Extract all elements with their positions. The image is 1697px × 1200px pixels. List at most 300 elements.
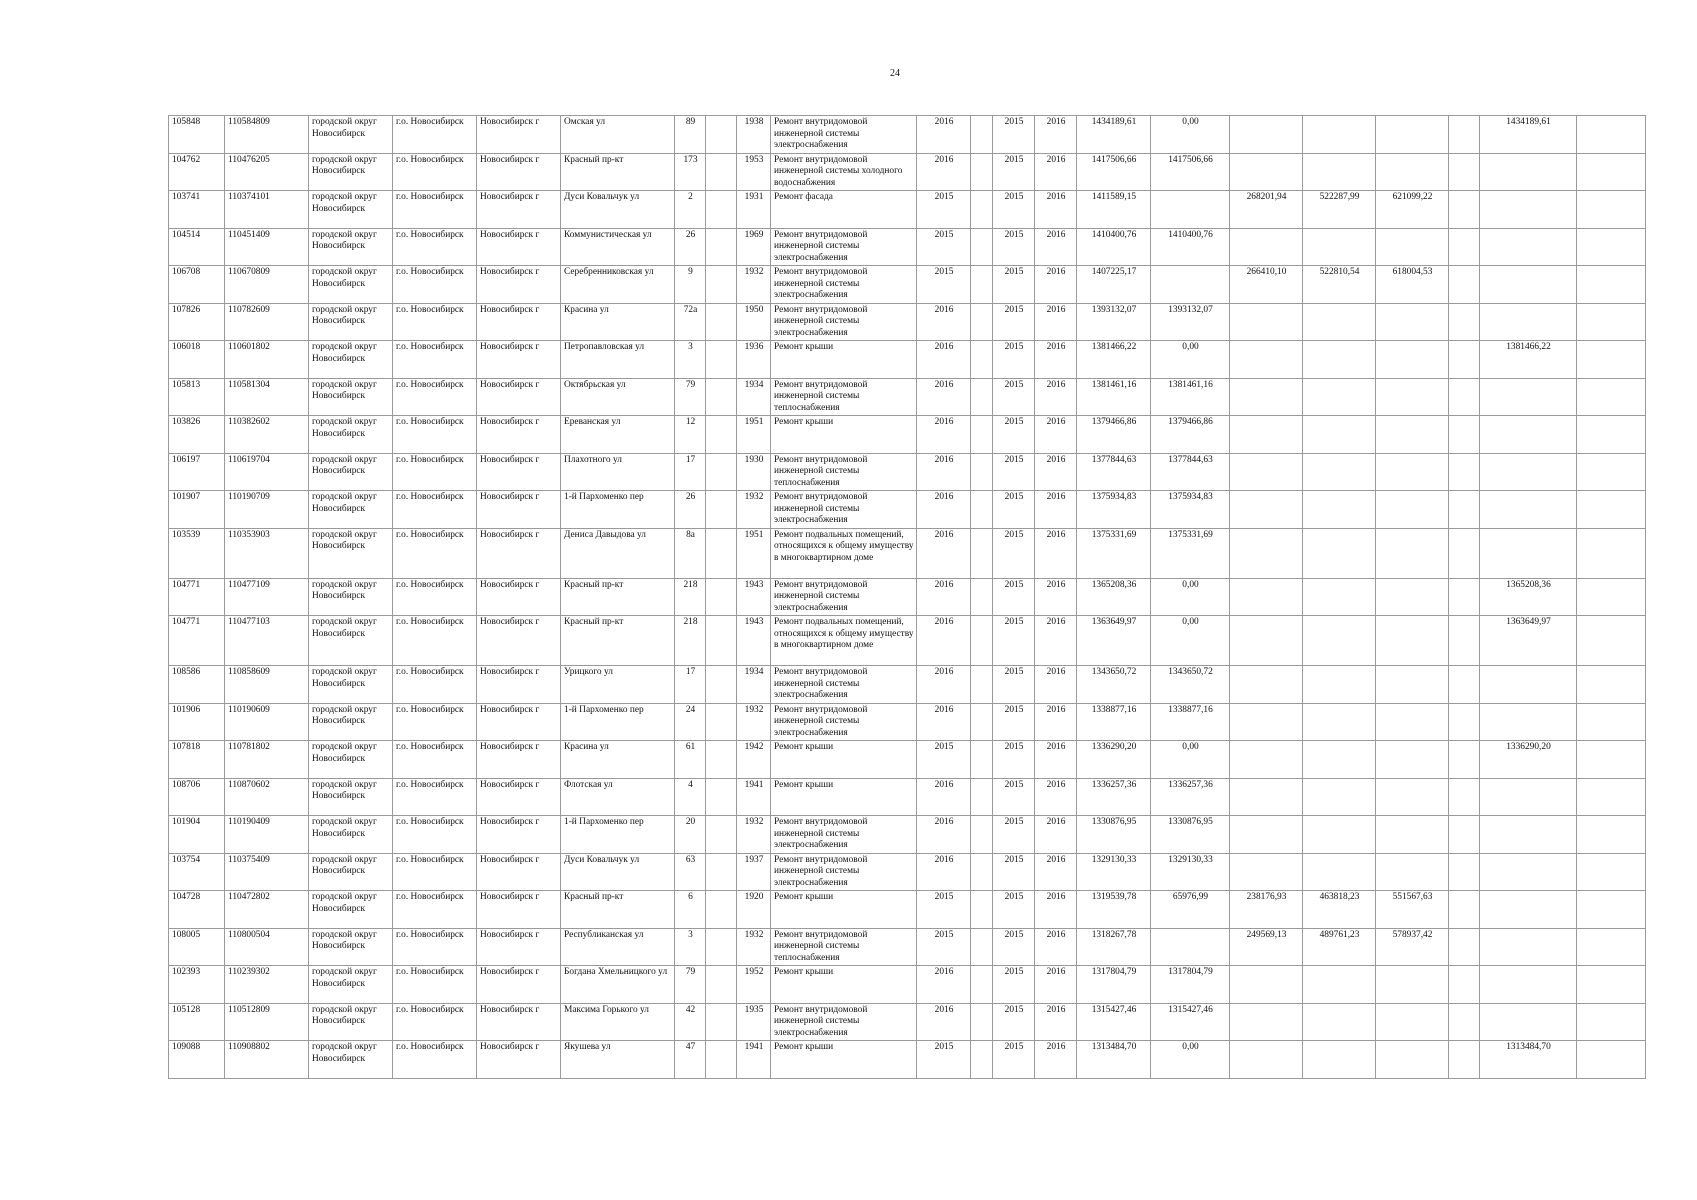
cell-house-number: 42	[675, 1003, 706, 1041]
cell-record-id: 110451409	[225, 228, 309, 266]
cell-district: г.о. Новосибирск	[393, 1003, 477, 1041]
cell-build-year: 1934	[737, 378, 771, 416]
cell-total-cost: 1343650,72	[1077, 666, 1151, 704]
cell-plan-year: 2016	[917, 616, 971, 666]
cell-amount-2	[1230, 666, 1303, 704]
cell-record-id: 110190609	[225, 703, 309, 741]
cell-city: Новосибирск г	[477, 378, 561, 416]
cell-house-id: 103741	[169, 191, 225, 229]
cell-record-id: 110382602	[225, 416, 309, 454]
cell-amount-3	[1303, 578, 1376, 616]
cell-plan-year: 2016	[917, 341, 971, 379]
cell-municipality: городской округ Новосибирск	[309, 378, 393, 416]
cell-end-year: 2016	[1035, 816, 1077, 854]
cell-street: Богдана Хмельницкого ул	[561, 966, 675, 1004]
cell-start-year: 2015	[993, 1003, 1035, 1041]
cell-amount-4	[1376, 778, 1449, 816]
cell-amount-2	[1230, 741, 1303, 779]
cell-city: Новосибирск г	[477, 928, 561, 966]
cell-city: Новосибирск г	[477, 703, 561, 741]
cell-total-cost: 1313484,70	[1077, 1041, 1151, 1079]
cell-other-amount: 1363649,97	[1480, 616, 1577, 666]
cell-district: г.о. Новосибирск	[393, 228, 477, 266]
cell-amount-2	[1230, 1041, 1303, 1079]
cell-blank	[971, 228, 993, 266]
cell-district: г.о. Новосибирск	[393, 528, 477, 578]
cell-other-amount	[1480, 891, 1577, 929]
table-row	[169, 928, 1646, 966]
cell-start-year: 2015	[993, 453, 1035, 491]
cell-house-id: 105128	[169, 1003, 225, 1041]
cell-build-year: 1932	[737, 491, 771, 529]
cell-house-number: 3	[675, 341, 706, 379]
cell-end-year: 2016	[1035, 928, 1077, 966]
cell-amount-3	[1303, 453, 1376, 491]
cell-work-type: Ремонт внутридомовой инженерной системы электроснабжения	[771, 666, 917, 704]
cell-start-year: 2015	[993, 341, 1035, 379]
cell-city: Новосибирск г	[477, 966, 561, 1004]
cell-end-year: 2016	[1035, 153, 1077, 191]
cell-end-year: 2016	[1035, 616, 1077, 666]
cell-blank	[971, 491, 993, 529]
cell-other-amount: 1365208,36	[1480, 578, 1577, 616]
cell-fund-amount: 65976,99	[1151, 891, 1230, 929]
cell-other-amount: 1313484,70	[1480, 1041, 1577, 1079]
cell-work-type: Ремонт внутридомовой инженерной системы электроснабжения	[771, 303, 917, 341]
cell-house-number: 17	[675, 666, 706, 704]
cell-house-number: 9	[675, 266, 706, 304]
cell-amount-4	[1376, 528, 1449, 578]
cell-plan-year: 2015	[917, 228, 971, 266]
cell-house-id: 104771	[169, 616, 225, 666]
cell-municipality: городской округ Новосибирск	[309, 703, 393, 741]
table-row	[169, 666, 1646, 704]
cell-end-year: 2016	[1035, 966, 1077, 1004]
cell-blank-2	[1449, 341, 1480, 379]
cell-record-id: 110601802	[225, 341, 309, 379]
cell-build-year: 1943	[737, 578, 771, 616]
cell-record-id: 110472802	[225, 891, 309, 929]
cell-house-id: 108586	[169, 666, 225, 704]
cell-amount-3: 489761,23	[1303, 928, 1376, 966]
page-number: 24	[890, 68, 900, 79]
cell-plan-year: 2016	[917, 578, 971, 616]
cell-house-number: 72а	[675, 303, 706, 341]
cell-amount-3	[1303, 703, 1376, 741]
cell-district: г.о. Новосибирск	[393, 578, 477, 616]
cell-total-cost: 1319539,78	[1077, 891, 1151, 929]
cell-amount-4	[1376, 416, 1449, 454]
cell-building	[706, 578, 737, 616]
cell-district: г.о. Новосибирск	[393, 853, 477, 891]
cell-other-amount	[1480, 228, 1577, 266]
cell-blank-3	[1577, 378, 1646, 416]
cell-blank-2	[1449, 416, 1480, 454]
cell-fund-amount: 1315427,46	[1151, 1003, 1230, 1041]
cell-street: Дениса Давыдова ул	[561, 528, 675, 578]
cell-plan-year: 2016	[917, 666, 971, 704]
cell-building	[706, 778, 737, 816]
cell-amount-3	[1303, 816, 1376, 854]
cell-house-number: 2	[675, 191, 706, 229]
cell-build-year: 1934	[737, 666, 771, 704]
cell-fund-amount	[1151, 191, 1230, 229]
cell-blank	[971, 191, 993, 229]
cell-work-type: Ремонт внутридомовой инженерной системы электроснабжения	[771, 1003, 917, 1041]
cell-blank	[971, 416, 993, 454]
cell-record-id: 110190709	[225, 491, 309, 529]
cell-city: Новосибирск г	[477, 778, 561, 816]
cell-house-id: 105813	[169, 378, 225, 416]
cell-blank-3	[1577, 341, 1646, 379]
table-row	[169, 853, 1646, 891]
cell-house-number: 79	[675, 966, 706, 1004]
cell-other-amount	[1480, 703, 1577, 741]
cell-house-id: 108706	[169, 778, 225, 816]
cell-start-year: 2015	[993, 1041, 1035, 1079]
cell-house-number: 17	[675, 453, 706, 491]
cell-other-amount	[1480, 378, 1577, 416]
cell-record-id: 110870602	[225, 778, 309, 816]
cell-other-amount	[1480, 928, 1577, 966]
cell-district: г.о. Новосибирск	[393, 153, 477, 191]
cell-total-cost: 1381466,22	[1077, 341, 1151, 379]
cell-amount-2	[1230, 853, 1303, 891]
cell-start-year: 2015	[993, 116, 1035, 154]
cell-blank-2	[1449, 528, 1480, 578]
cell-fund-amount: 0,00	[1151, 616, 1230, 666]
cell-blank-2	[1449, 266, 1480, 304]
cell-build-year: 1941	[737, 1041, 771, 1079]
table-row	[169, 778, 1646, 816]
cell-plan-year: 2016	[917, 416, 971, 454]
cell-municipality: городской округ Новосибирск	[309, 153, 393, 191]
cell-amount-2	[1230, 341, 1303, 379]
cell-blank-2	[1449, 228, 1480, 266]
cell-work-type: Ремонт крыши	[771, 778, 917, 816]
cell-district: г.о. Новосибирск	[393, 266, 477, 304]
cell-house-id: 109088	[169, 1041, 225, 1079]
cell-other-amount	[1480, 528, 1577, 578]
cell-street: Урицкого ул	[561, 666, 675, 704]
cell-amount-4	[1376, 616, 1449, 666]
table-row	[169, 578, 1646, 616]
cell-plan-year: 2015	[917, 741, 971, 779]
cell-start-year: 2015	[993, 416, 1035, 454]
cell-city: Новосибирск г	[477, 816, 561, 854]
cell-other-amount	[1480, 666, 1577, 704]
cell-start-year: 2015	[993, 666, 1035, 704]
cell-city: Новосибирск г	[477, 153, 561, 191]
cell-work-type: Ремонт крыши	[771, 966, 917, 1004]
cell-house-id: 108005	[169, 928, 225, 966]
cell-municipality: городской округ Новосибирск	[309, 116, 393, 154]
cell-record-id: 110670809	[225, 266, 309, 304]
cell-house-number: 20	[675, 816, 706, 854]
cell-blank-2	[1449, 966, 1480, 1004]
cell-build-year: 1969	[737, 228, 771, 266]
cell-house-id: 106018	[169, 341, 225, 379]
cell-fund-amount: 1393132,07	[1151, 303, 1230, 341]
cell-district: г.о. Новосибирск	[393, 616, 477, 666]
cell-fund-amount: 0,00	[1151, 116, 1230, 154]
cell-total-cost: 1381461,16	[1077, 378, 1151, 416]
cell-work-type: Ремонт внутридомовой инженерной системы электроснабжения	[771, 578, 917, 616]
table-row	[169, 191, 1646, 229]
cell-amount-3: 522810,54	[1303, 266, 1376, 304]
cell-district: г.о. Новосибирск	[393, 666, 477, 704]
cell-build-year: 1932	[737, 703, 771, 741]
cell-house-number: 173	[675, 153, 706, 191]
cell-municipality: городской округ Новосибирск	[309, 528, 393, 578]
cell-city: Новосибирск г	[477, 616, 561, 666]
cell-fund-amount: 1381461,16	[1151, 378, 1230, 416]
cell-fund-amount: 1417506,66	[1151, 153, 1230, 191]
cell-blank-2	[1449, 116, 1480, 154]
cell-record-id: 110782609	[225, 303, 309, 341]
cell-district: г.о. Новосибирск	[393, 191, 477, 229]
cell-blank	[971, 816, 993, 854]
cell-record-id: 110858609	[225, 666, 309, 704]
cell-build-year: 1937	[737, 853, 771, 891]
cell-amount-4	[1376, 816, 1449, 854]
cell-total-cost: 1434189,61	[1077, 116, 1151, 154]
cell-street: Красный пр-кт	[561, 578, 675, 616]
cell-amount-3	[1303, 491, 1376, 529]
cell-amount-4	[1376, 153, 1449, 191]
cell-street: Петропавловская ул	[561, 341, 675, 379]
cell-house-number: 61	[675, 741, 706, 779]
cell-build-year: 1932	[737, 928, 771, 966]
cell-record-id: 110476205	[225, 153, 309, 191]
cell-plan-year: 2016	[917, 853, 971, 891]
cell-build-year: 1952	[737, 966, 771, 1004]
cell-amount-2	[1230, 966, 1303, 1004]
cell-house-id: 104728	[169, 891, 225, 929]
cell-build-year: 1951	[737, 528, 771, 578]
table-row	[169, 266, 1646, 304]
cell-municipality: городской округ Новосибирск	[309, 491, 393, 529]
cell-amount-4: 578937,42	[1376, 928, 1449, 966]
cell-building	[706, 453, 737, 491]
cell-blank-3	[1577, 528, 1646, 578]
cell-amount-2: 266410,10	[1230, 266, 1303, 304]
cell-blank-3	[1577, 703, 1646, 741]
cell-work-type: Ремонт внутридомовой инженерной системы электроснабжения	[771, 491, 917, 529]
cell-other-amount	[1480, 453, 1577, 491]
table-row	[169, 453, 1646, 491]
cell-record-id: 110512809	[225, 1003, 309, 1041]
cell-plan-year: 2015	[917, 891, 971, 929]
cell-house-number: 63	[675, 853, 706, 891]
cell-end-year: 2016	[1035, 116, 1077, 154]
cell-fund-amount	[1151, 266, 1230, 304]
cell-house-number: 79	[675, 378, 706, 416]
cell-building	[706, 1003, 737, 1041]
cell-blank-2	[1449, 303, 1480, 341]
cell-work-type: Ремонт крыши	[771, 416, 917, 454]
cell-work-type: Ремонт крыши	[771, 891, 917, 929]
cell-district: г.о. Новосибирск	[393, 928, 477, 966]
cell-amount-4	[1376, 116, 1449, 154]
cell-amount-2	[1230, 116, 1303, 154]
cell-street: 1-й Пархоменко пер	[561, 816, 675, 854]
cell-blank	[971, 616, 993, 666]
cell-work-type: Ремонт внутридомовой инженерной системы электроснабжения	[771, 703, 917, 741]
cell-amount-2	[1230, 378, 1303, 416]
cell-record-id: 110353903	[225, 528, 309, 578]
cell-house-id: 103826	[169, 416, 225, 454]
cell-plan-year: 2016	[917, 703, 971, 741]
cell-work-type: Ремонт внутридомовой инженерной системы теплоснабжения	[771, 928, 917, 966]
cell-amount-3	[1303, 666, 1376, 704]
cell-work-type: Ремонт крыши	[771, 341, 917, 379]
cell-start-year: 2015	[993, 966, 1035, 1004]
cell-end-year: 2016	[1035, 341, 1077, 379]
cell-street: Дуси Ковальчук ул	[561, 191, 675, 229]
cell-street: Якушева ул	[561, 1041, 675, 1079]
cell-amount-3	[1303, 228, 1376, 266]
cell-street: 1-й Пархоменко пер	[561, 491, 675, 529]
cell-amount-4: 551567,63	[1376, 891, 1449, 929]
cell-amount-2	[1230, 453, 1303, 491]
cell-amount-3	[1303, 378, 1376, 416]
cell-end-year: 2016	[1035, 378, 1077, 416]
cell-record-id: 110619704	[225, 453, 309, 491]
cell-plan-year: 2016	[917, 303, 971, 341]
cell-amount-2	[1230, 528, 1303, 578]
table-row	[169, 616, 1646, 666]
cell-work-type: Ремонт внутридомовой инженерной системы электроснабжения	[771, 116, 917, 154]
cell-fund-amount: 1375331,69	[1151, 528, 1230, 578]
cell-record-id: 110477109	[225, 578, 309, 616]
cell-house-number: 4	[675, 778, 706, 816]
cell-fund-amount: 1410400,76	[1151, 228, 1230, 266]
cell-work-type: Ремонт внутридомовой инженерной системы холодного водоснабжения	[771, 153, 917, 191]
cell-municipality: городской округ Новосибирск	[309, 578, 393, 616]
cell-blank	[971, 153, 993, 191]
cell-plan-year: 2016	[917, 816, 971, 854]
cell-building	[706, 491, 737, 529]
cell-plan-year: 2015	[917, 1041, 971, 1079]
cell-municipality: городской округ Новосибирск	[309, 616, 393, 666]
cell-blank	[971, 891, 993, 929]
cell-district: г.о. Новосибирск	[393, 378, 477, 416]
cell-amount-2	[1230, 416, 1303, 454]
cell-start-year: 2015	[993, 703, 1035, 741]
cell-total-cost: 1407225,17	[1077, 266, 1151, 304]
cell-blank-3	[1577, 666, 1646, 704]
cell-district: г.о. Новосибирск	[393, 1041, 477, 1079]
cell-total-cost: 1365208,36	[1077, 578, 1151, 616]
cell-building	[706, 1041, 737, 1079]
cell-build-year: 1942	[737, 741, 771, 779]
cell-city: Новосибирск г	[477, 116, 561, 154]
cell-work-type: Ремонт внутридомовой инженерной системы электроснабжения	[771, 228, 917, 266]
cell-build-year: 1951	[737, 416, 771, 454]
cell-blank	[971, 578, 993, 616]
cell-blank-2	[1449, 378, 1480, 416]
cell-municipality: городской округ Новосибирск	[309, 891, 393, 929]
cell-build-year: 1941	[737, 778, 771, 816]
cell-total-cost: 1317804,79	[1077, 966, 1151, 1004]
cell-other-amount	[1480, 491, 1577, 529]
cell-house-id: 101904	[169, 816, 225, 854]
cell-fund-amount: 1375934,83	[1151, 491, 1230, 529]
table-row	[169, 816, 1646, 854]
cell-municipality: городской округ Новосибирск	[309, 778, 393, 816]
cell-end-year: 2016	[1035, 453, 1077, 491]
cell-total-cost: 1315427,46	[1077, 1003, 1151, 1041]
cell-build-year: 1920	[737, 891, 771, 929]
table-row	[169, 416, 1646, 454]
cell-total-cost: 1336257,36	[1077, 778, 1151, 816]
cell-street: Максима Горького ул	[561, 1003, 675, 1041]
cell-blank-3	[1577, 741, 1646, 779]
cell-building	[706, 416, 737, 454]
cell-blank-2	[1449, 578, 1480, 616]
cell-amount-3	[1303, 416, 1376, 454]
table-row	[169, 1041, 1646, 1079]
cell-build-year: 1943	[737, 616, 771, 666]
cell-work-type: Ремонт подвальных помещений, относящихся к общему имуществу в многоквартирном доме	[771, 616, 917, 666]
cell-start-year: 2015	[993, 741, 1035, 779]
cell-blank	[971, 303, 993, 341]
cell-other-amount: 1434189,61	[1480, 116, 1577, 154]
cell-work-type: Ремонт внутридомовой инженерной системы электроснабжения	[771, 266, 917, 304]
cell-amount-4: 618004,53	[1376, 266, 1449, 304]
cell-municipality: городской округ Новосибирск	[309, 741, 393, 779]
cell-fund-amount: 1330876,95	[1151, 816, 1230, 854]
cell-record-id: 110581304	[225, 378, 309, 416]
cell-plan-year: 2016	[917, 528, 971, 578]
cell-plan-year: 2015	[917, 928, 971, 966]
cell-house-id: 101907	[169, 491, 225, 529]
cell-plan-year: 2016	[917, 491, 971, 529]
cell-total-cost: 1336290,20	[1077, 741, 1151, 779]
cell-fund-amount	[1151, 928, 1230, 966]
cell-other-amount	[1480, 1003, 1577, 1041]
cell-street: Октябрьская ул	[561, 378, 675, 416]
cell-amount-4	[1376, 666, 1449, 704]
cell-fund-amount: 1338877,16	[1151, 703, 1230, 741]
cell-municipality: городской округ Новосибирск	[309, 266, 393, 304]
cell-municipality: городской округ Новосибирск	[309, 928, 393, 966]
cell-blank	[971, 528, 993, 578]
table-row	[169, 741, 1646, 779]
cell-blank	[971, 378, 993, 416]
cell-work-type: Ремонт внутридомовой инженерной системы теплоснабжения	[771, 453, 917, 491]
cell-amount-4	[1376, 966, 1449, 1004]
table-row	[169, 228, 1646, 266]
cell-end-year: 2016	[1035, 416, 1077, 454]
cell-municipality: городской округ Новосибирск	[309, 228, 393, 266]
cell-district: г.о. Новосибирск	[393, 491, 477, 529]
cell-building	[706, 853, 737, 891]
cell-fund-amount: 0,00	[1151, 578, 1230, 616]
cell-start-year: 2015	[993, 578, 1035, 616]
cell-plan-year: 2016	[917, 778, 971, 816]
cell-city: Новосибирск г	[477, 341, 561, 379]
cell-start-year: 2015	[993, 266, 1035, 304]
cell-amount-2: 268201,94	[1230, 191, 1303, 229]
cell-amount-4	[1376, 491, 1449, 529]
cell-blank-2	[1449, 191, 1480, 229]
cell-blank-2	[1449, 491, 1480, 529]
cell-blank-2	[1449, 666, 1480, 704]
cell-blank-3	[1577, 616, 1646, 666]
cell-other-amount	[1480, 191, 1577, 229]
